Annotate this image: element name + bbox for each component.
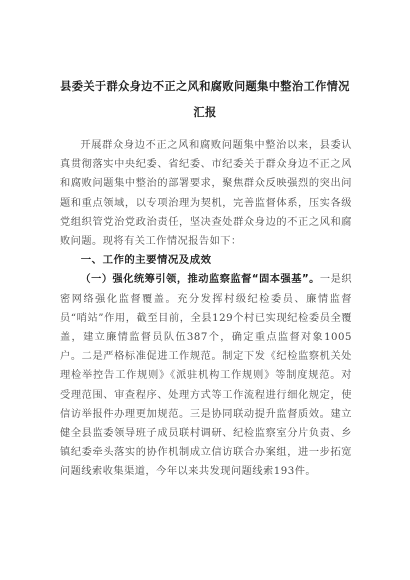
section-heading: 一、工作的主要情况及成效	[80, 254, 212, 267]
subsection-body: 一是织密网络强化监督覆盖。充分发挥村级纪检委员、廉情监督员“哨站”作用，截至目前，全县129个村已实现纪检委员全覆盖，建立廉情监督员队伍387个，确定重点监督对象1005户。二是严格标准促进工作规范。制定下发《纪检监察机关处理检举控告工作规则》《派驻机构工作规则》等制度规范。对受理范围、审查程序、处理方式等工作流程进行细化规定，使信访举报件办理更加规范。三是协同联动提升监督质效。建立健全县监委领导班子成员联村调研、纪检监察室分片负责、乡镇纪委牵头落实的协作机制成立信访联合办案组，进一步拓宽问题线索收集渠道，今年以来共发现问题线索193件。	[60, 274, 353, 478]
intro-paragraph: 开展群众身边不正之风和腐败问题集中整治以来，县委认真贯彻落实中央纪委、省纪委、市纪委关于群众身边不正之风和腐败问题集中整治的部署要求，聚焦群众反映强烈的突出问题和重点领域，以专项治理为契机，完善监督体系，压实各级党组织管党治党政治责任，坚决查处群众身边的不正之风和腐败问题。现将有关工作情况报告如下：	[60, 140, 352, 248]
document-title	[40, 74, 370, 126]
title-line-1: 县委关于群众身边不正之风和腐败问题集中整治工作情况	[60, 80, 350, 93]
document-body	[60, 136, 352, 482]
subsection-heading: （一）强化统筹引领，推动监察监督“固本强基”。	[80, 274, 320, 286]
subsection-paragraph	[60, 270, 352, 481]
title-line-2: 汇报	[193, 106, 217, 119]
